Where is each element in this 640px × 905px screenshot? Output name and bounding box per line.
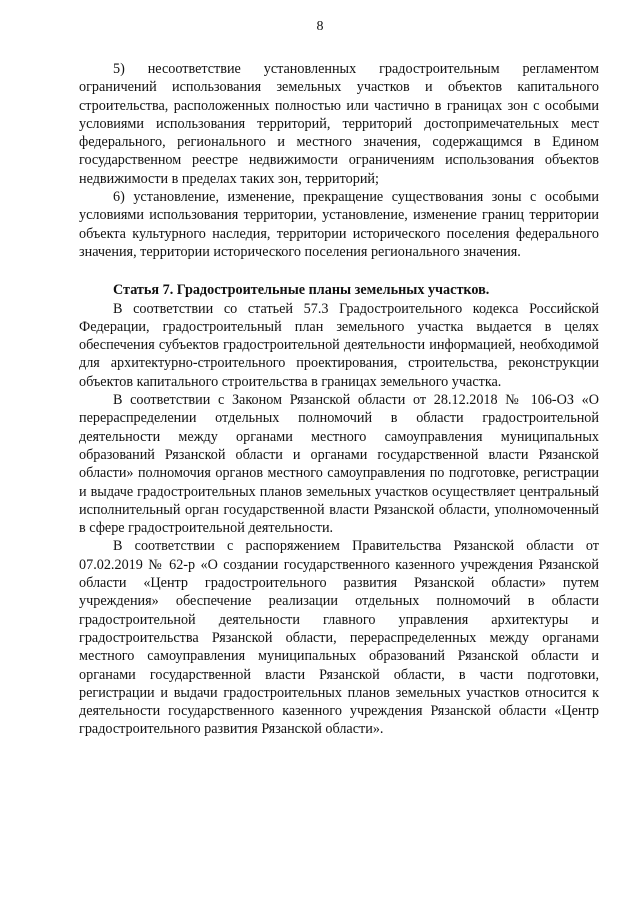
document-body <box>79 60 599 739</box>
page-number: 8 <box>316 19 324 34</box>
article-paragraph-2: В соответствии с Законом Рязанской области от 28.12.2018 № 106-ОЗ «О перераспределении отдельных полномочий в области градостроительной деятельности между органами местного самоуправления муниципальных образований Рязанской области и органами государственной власти Рязанской области» полномочия органов местного самоуправления по подготовке, регистрации и выдаче градостроительных планов земельных участков осуществляет центральный исполнительный орган государственной власти Рязанской области, уполномоченный в сфере градостроительной деятельности. <box>79 392 599 537</box>
paragraph-item-6: 6) установление, изменение, прекращение существования зоны с особыми условиями использования территории, установление, изменение границ территории объекта культурного наследия, территории исторического поселения федерального значения, территории исторического поселения регионального значения. <box>79 189 599 260</box>
paragraph-item-5: 5) несоответствие установленных градостроительным регламентом ограничений использования земельных участков и объектов капитального строительства, расположенных полностью или частично в границах зон с особыми условиями использования территорий, территорий достопримечательных мест федерального, регионального и местного значения, содержащимся в Едином государственном реестре недвижимости ограничениям использования объектов недвижимости в пределах таких зон, территорий; <box>79 61 599 187</box>
article-paragraph-1: В соответствии со статьей 57.3 Градостроительного кодекса Российской Федерации, градостроительный план земельного участка выдается в целях обеспечения субъектов градостроительной деятельности информацией, необходимой для архитектурно-строительного проектирования, строительства, реконструкции объектов капитального строительства в границах земельного участка. <box>79 300 599 390</box>
article-heading: Статья 7. Градостроительные планы земельных участков. <box>113 282 490 299</box>
article-paragraph-3: В соответствии с распоряжением Правительства Рязанской области от 07.02.2019 № 62-р «О создании государственного казенного учреждения Рязанской области «Центр градостроительного развития Рязанской области» путем учреждения» обеспечение реализации отдельных полномочий в области градостроительной деятельности главного управления архитектуры и градостроительства Рязанской области, перераспределенных между органами местного самоуправления муниципальных образований Рязанской области и органами государственной власти Рязанской области, в части подготовки, регистрации и выдачи градостроительных планов земельных участков относится к деятельности государственного казенного учреждения Рязанской области «Центр градостроительного развития Рязанской области». <box>79 538 599 738</box>
